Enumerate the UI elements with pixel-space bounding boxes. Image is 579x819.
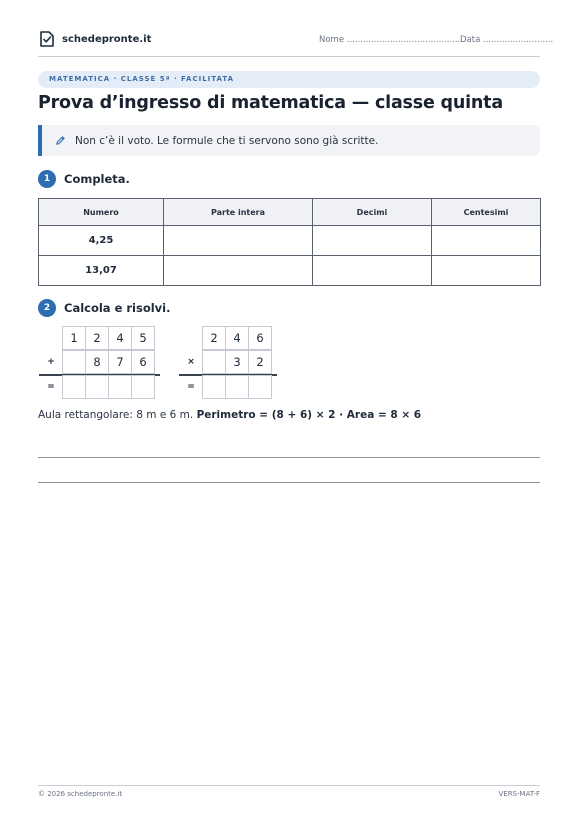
page-header [38,30,554,50]
digit-cell: 4 [108,326,132,350]
equals-sign: = [187,382,195,392]
result-cell[interactable] [62,375,86,399]
section-title: Completa. [64,172,130,186]
answer-line[interactable] [38,482,540,483]
digit-cell: 3 [225,350,249,374]
answer-cell[interactable] [164,256,313,286]
column-multiplication [179,327,277,400]
answer-cell[interactable] [164,226,313,256]
digit-cell: 5 [131,326,155,350]
digit-cell [62,350,86,374]
digit-cell: 7 [108,350,132,374]
subject-tag: MATEMATICA · CLASSE 5ª · FACILITATA [38,71,540,88]
operator-spacer [39,326,63,350]
equals-sign: = [47,382,55,392]
digit-cell: 2 [202,326,226,350]
answer-cell[interactable] [313,226,432,256]
operator-spacer [179,326,203,350]
column-header: Centesimi [432,199,541,226]
note-text: Non c’è il voto. Le formule che ti servono sono già scritte. [75,134,379,147]
digit-cell: 6 [248,326,272,350]
column-addition [39,327,160,400]
table-row [39,256,541,286]
result-cell[interactable] [108,375,132,399]
decimal-table [38,198,541,286]
result-cell[interactable] [131,375,155,399]
name-field[interactable]: Nome .......................................... [319,35,461,45]
problem-formula: Perimetro = (8 + 6) × 2 · Area = 8 × 6 [196,409,422,421]
column-header: Decimi [313,199,432,226]
digit-cell: 2 [248,350,272,374]
digit-cell [202,350,226,374]
number-cell: 4,25 [39,226,164,256]
info-note [38,125,540,156]
answer-line[interactable] [38,457,540,458]
table-header-row [39,199,541,226]
pencil-icon [55,135,66,146]
digit-cell: 4 [225,326,249,350]
document-check-icon [38,30,56,48]
result-cell[interactable] [85,375,109,399]
answer-cell[interactable] [432,226,541,256]
section-number-badge: 2 [38,299,56,317]
brand-name: schedepronte.it [62,33,152,45]
digit-cell: 8 [85,350,109,374]
column-header: Parte intera [164,199,313,226]
column-header: Numero [39,199,164,226]
section-1-heading [38,170,130,188]
footer-code: VERS-MAT-F [498,790,540,798]
number-cell: 13,07 [39,256,164,286]
brand [38,30,151,48]
digit-cell: 1 [62,326,86,350]
date-field[interactable]: Data .......................... [460,35,554,45]
footer-copyright: © 2026 schedepronte.it [38,790,123,798]
page-title: Prova d’ingresso di matematica — classe quinta [38,93,503,113]
word-problem [38,409,421,421]
plus-operator: + [47,357,55,367]
answer-cell[interactable] [432,256,541,286]
answer-cell[interactable] [313,256,432,286]
result-cell[interactable] [202,375,226,399]
digit-cell: 2 [85,326,109,350]
section-number-badge: 1 [38,170,56,188]
section-2-heading [38,299,170,317]
footer-divider [38,785,540,786]
digit-cell: 6 [131,350,155,374]
result-cell[interactable] [225,375,249,399]
problem-text: Aula rettangolare: 8 m e 6 m. [38,409,197,421]
table-row [39,226,541,256]
header-divider [38,56,540,57]
times-operator: × [187,357,195,367]
result-cell[interactable] [248,375,272,399]
section-title: Calcola e risolvi. [64,301,171,315]
